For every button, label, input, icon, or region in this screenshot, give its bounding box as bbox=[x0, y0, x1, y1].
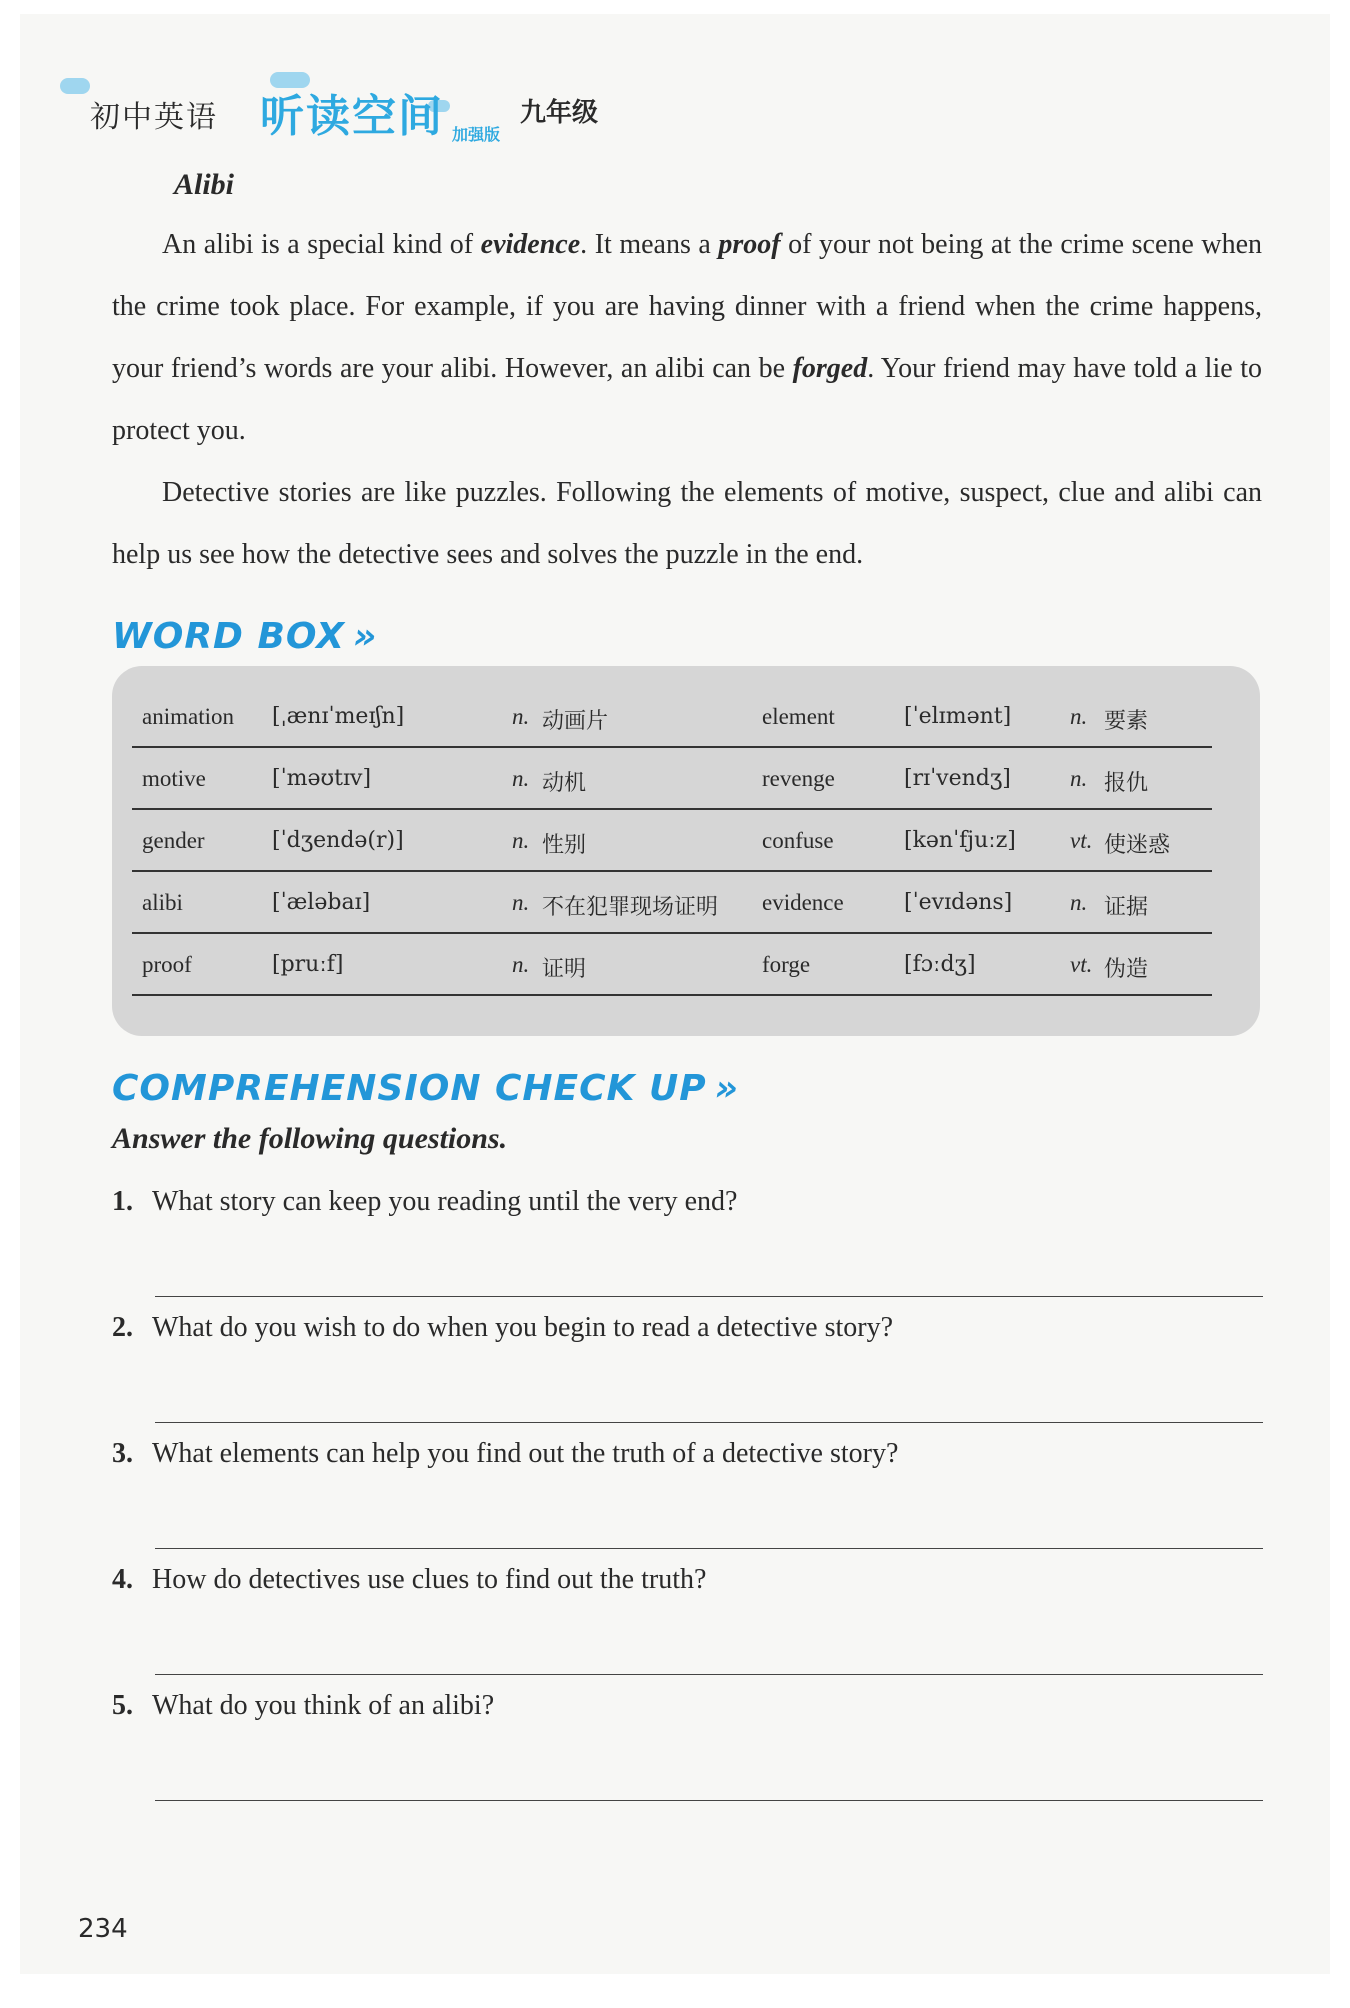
question bbox=[112, 1690, 1262, 1722]
phonetic: [ˈevɪdəns] bbox=[904, 890, 1013, 915]
phonetic: [ˈdʒendə(r)] bbox=[272, 828, 404, 853]
word-row bbox=[132, 686, 1212, 748]
part-of-speech: n. bbox=[512, 952, 530, 977]
part-of-speech: n. bbox=[512, 890, 530, 915]
definition: 证据 bbox=[1104, 895, 1149, 920]
answer-line[interactable] bbox=[155, 1296, 1263, 1297]
double-chevron-icon: » bbox=[352, 616, 378, 657]
phonetic: [rɪˈvendʒ] bbox=[904, 766, 1011, 791]
phonetic: [ˈæləbaɪ] bbox=[272, 890, 371, 915]
question-number: 4. bbox=[112, 1564, 133, 1595]
part-of-speech: n. bbox=[512, 828, 530, 853]
grade-label: 九年级 bbox=[520, 98, 599, 128]
part-of-speech: n. bbox=[512, 704, 530, 729]
word: forge bbox=[762, 952, 811, 977]
paragraph-alibi bbox=[112, 214, 1262, 462]
text-run: of your not being at the crime scene when the crime took place. For example, if you are having dinner with a friend when the crime happens, your friend’s words are your alibi. However, an alibi can be bbox=[112, 229, 1262, 384]
part-of-speech: n. bbox=[1070, 890, 1088, 915]
text-run: . It means a bbox=[580, 229, 719, 260]
question-text: How do detectives use clues to find out the truth? bbox=[152, 1564, 707, 1595]
word: motive bbox=[142, 766, 206, 791]
page-header bbox=[60, 64, 760, 144]
paragraph-puzzles bbox=[112, 462, 1262, 586]
text-run: . Your friend may have told a lie to protect you. bbox=[112, 353, 1262, 446]
textbook-page bbox=[20, 14, 1330, 1974]
word-row bbox=[132, 810, 1212, 872]
definition: 不在犯罪现场证明 bbox=[542, 895, 719, 920]
question-text: What do you wish to do when you begin to read a detective story? bbox=[152, 1312, 894, 1343]
question-number: 5. bbox=[112, 1690, 133, 1721]
word-box-title-text: WORD BOX bbox=[112, 616, 345, 657]
definition: 报仇 bbox=[1104, 771, 1149, 796]
book-title: 听读空间 bbox=[260, 91, 444, 142]
word-row bbox=[132, 872, 1212, 934]
part-of-speech: n. bbox=[1070, 704, 1088, 729]
question-text: What do you think of an alibi? bbox=[152, 1690, 495, 1721]
definition: 证明 bbox=[542, 957, 587, 982]
reading-subtitle: Alibi bbox=[174, 168, 235, 201]
answer-line[interactable] bbox=[155, 1422, 1263, 1423]
word-box-title bbox=[112, 616, 377, 657]
answer-line[interactable] bbox=[155, 1800, 1263, 1801]
question-number: 1. bbox=[112, 1186, 133, 1217]
definition: 动机 bbox=[542, 771, 587, 796]
definition: 伪造 bbox=[1104, 957, 1149, 982]
keyword-forged: forged bbox=[792, 353, 868, 384]
word: animation bbox=[142, 704, 234, 729]
question bbox=[112, 1564, 1262, 1596]
series-name: 初中英语 bbox=[90, 100, 218, 135]
question-number: 3. bbox=[112, 1438, 133, 1469]
comprehension-title bbox=[112, 1068, 739, 1109]
question bbox=[112, 1186, 1262, 1218]
word: element bbox=[762, 704, 835, 729]
question-text: What story can keep you reading until the very end? bbox=[152, 1186, 738, 1217]
word: proof bbox=[142, 952, 192, 977]
definition: 性别 bbox=[542, 833, 587, 858]
question bbox=[112, 1312, 1262, 1344]
phonetic: [ˌænɪˈmeɪʃn] bbox=[272, 704, 405, 729]
double-chevron-icon: » bbox=[714, 1068, 739, 1109]
text-run: Detective stories are like puzzles. Following the elements of motive, suspect, clue and alibi can help us see how the detective sees and solves the puzzle in the end. bbox=[112, 477, 1262, 570]
part-of-speech: n. bbox=[512, 766, 530, 791]
answer-line[interactable] bbox=[155, 1548, 1263, 1549]
keyword-proof: proof bbox=[718, 229, 781, 260]
question-text: What elements can help you find out the truth of a detective story? bbox=[152, 1438, 899, 1469]
cloud-decoration bbox=[60, 78, 90, 94]
part-of-speech: vt. bbox=[1070, 828, 1093, 853]
word: evidence bbox=[762, 890, 844, 915]
text-run: An alibi is a special kind of bbox=[162, 229, 481, 260]
answer-line[interactable] bbox=[155, 1674, 1263, 1675]
question bbox=[112, 1438, 1262, 1470]
word-row bbox=[132, 934, 1212, 996]
keyword-evidence: evidence bbox=[480, 229, 581, 260]
page-number: 234 bbox=[78, 1914, 128, 1944]
word-box bbox=[112, 666, 1260, 1036]
word: revenge bbox=[762, 766, 835, 791]
word: alibi bbox=[142, 890, 183, 915]
phonetic: [fɔːdʒ] bbox=[904, 952, 976, 977]
instruction: Answer the following questions. bbox=[112, 1122, 508, 1155]
definition: 动画片 bbox=[542, 709, 609, 734]
question-number: 2. bbox=[112, 1312, 133, 1343]
definition: 要素 bbox=[1104, 709, 1149, 734]
edition-label: 加强版 bbox=[452, 125, 501, 144]
phonetic: [kənˈfjuːz] bbox=[904, 828, 1016, 853]
phonetic: [pruːf] bbox=[272, 952, 344, 977]
word: gender bbox=[142, 828, 205, 853]
comprehension-title-text: COMPREHENSION CHECK UP bbox=[112, 1068, 707, 1109]
phonetic: [ˈelɪmənt] bbox=[904, 704, 1012, 729]
part-of-speech: n. bbox=[1070, 766, 1088, 791]
phonetic: [ˈməʊtɪv] bbox=[272, 766, 372, 791]
word-row bbox=[132, 748, 1212, 810]
part-of-speech: vt. bbox=[1070, 952, 1093, 977]
definition: 使迷惑 bbox=[1104, 833, 1171, 858]
word: confuse bbox=[762, 828, 834, 853]
